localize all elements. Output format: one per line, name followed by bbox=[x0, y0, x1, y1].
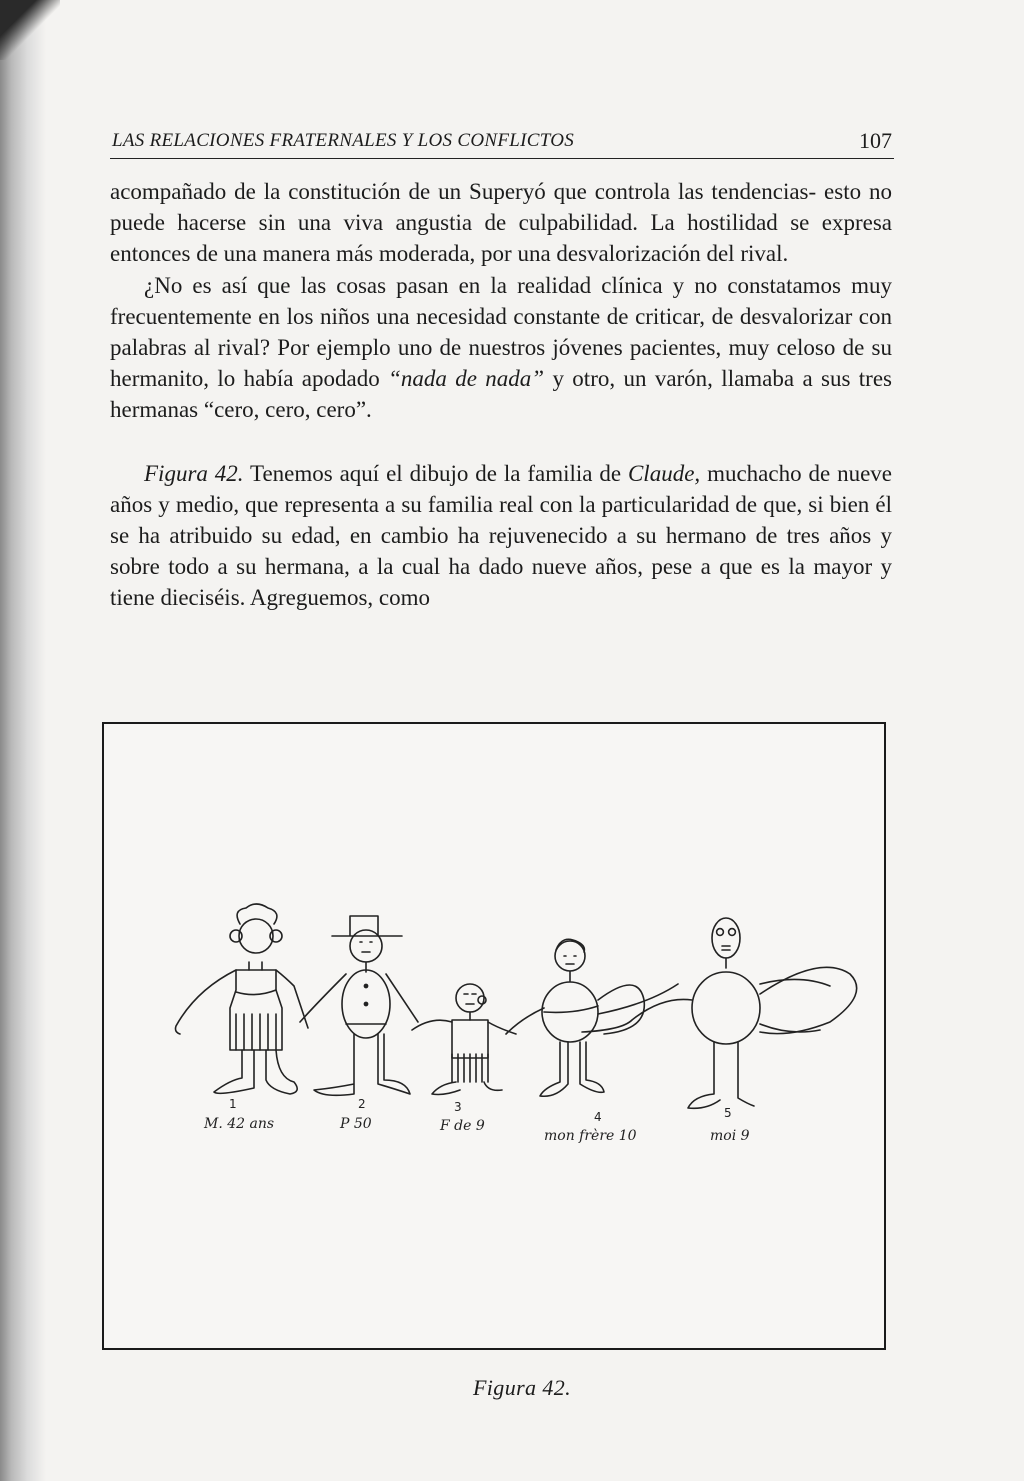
running-head: LAS RELACIONES FRATERNALES Y LOS CONFLICTOS bbox=[112, 130, 575, 151]
body-text bbox=[110, 176, 892, 614]
page-corner-fold bbox=[0, 0, 60, 60]
figure-label-4: mon frère 10 bbox=[544, 1128, 637, 1144]
paragraph-3 bbox=[110, 458, 892, 614]
figure-label-5: moi 9 bbox=[710, 1128, 750, 1144]
paragraph-2-end: y otro, un varón, llamaba a sus tres hermanas “cero, cero, cero”. bbox=[110, 366, 892, 423]
paragraph-2 bbox=[110, 270, 892, 426]
figure-label-3: F de 9 bbox=[440, 1118, 485, 1134]
drawing-figure-father bbox=[300, 916, 418, 1095]
paragraph-3-text-b: muchacho de nueve años y medio, que representa a su familia real con la particularidad de que, si bien él se ha atribuido su edad, en cambio ha rejuvenecido a su hermano de tres años y sobre todo a su hermana, a la cual ha dado nueve años, pese a que es la mayor y tiene dieciséis. Agreguemos, como bbox=[110, 460, 892, 611]
drawing-figure-self bbox=[582, 918, 857, 1108]
book-binding-shadow bbox=[0, 0, 46, 1481]
paragraph-3-text-a: Tenemos aquí el dibujo de la familia de bbox=[243, 460, 628, 486]
figure-label-3-number: 3 bbox=[454, 1100, 462, 1114]
drawing-figure-brother bbox=[506, 939, 678, 1096]
figure-label-2-number: 2 bbox=[358, 1097, 366, 1111]
figure-label-1-number: 1 bbox=[229, 1097, 237, 1111]
page-number: 107 bbox=[859, 128, 892, 153]
paragraph-2-text: ¿No es así que las cosas pasan en la realidad clínica y no constatamos muy frecuentemente en los niños una necesidad constante de criticar, de desvalorizar con palabras al rival? Por ejemplo uno de nuestros jóvenes pacientes, muy celoso de su hermanito, lo había apodado bbox=[110, 272, 892, 392]
figure-reference: Figura 42. bbox=[144, 460, 244, 486]
nickname-quote: “nada de nada” bbox=[388, 366, 545, 392]
paragraph-1: acompañado de la constitución de un Superyó que controla las tendencias- esto no puede hacerse sin una viva angustia de culpabilidad. La hostilidad se expresa entonces de una manera más moderada, por una desvalorización del rival. bbox=[110, 179, 892, 267]
family-drawing bbox=[104, 724, 884, 1348]
drawing-figure-sister bbox=[412, 984, 516, 1095]
drawing-figure-mother bbox=[176, 904, 309, 1094]
figure-label-4-number: 4 bbox=[594, 1110, 602, 1124]
figure-42-frame bbox=[102, 722, 886, 1350]
page-header bbox=[110, 126, 894, 159]
figure-label-1: M. 42 ans bbox=[204, 1116, 275, 1132]
figure-label-2: P 50 bbox=[340, 1116, 372, 1132]
figure-caption: Figura 42. bbox=[472, 1375, 572, 1400]
child-name: Claude, bbox=[627, 460, 701, 486]
figure-label-5-number: 5 bbox=[724, 1106, 732, 1120]
